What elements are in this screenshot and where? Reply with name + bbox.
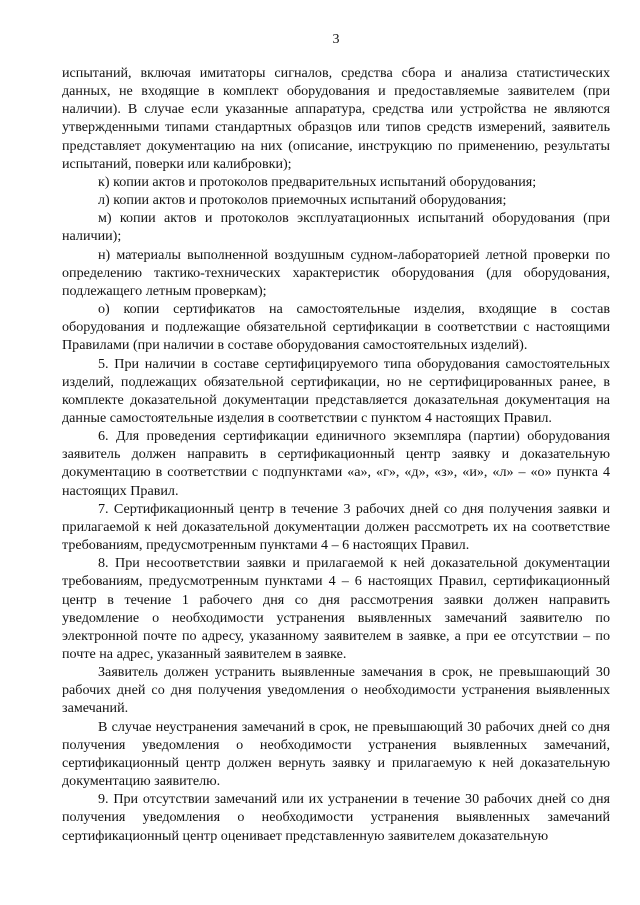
paragraph-item-6: 6. Для проведения сертификации единичного экземпляра (партии) оборудования заявитель должен направить в сертификационный центр заявку и доказательную документацию в соответствии с подпунктами «а», «г», «д», «з», «и», «л» – «о» пункта 4 настоящих Правил. <box>62 428 610 499</box>
paragraph-item-9: 9. При отсутствии замечаний или их устранении в течение 30 рабочих дней со дня получения уведомления о необходимости устранения выявленных замечаний сертификационный центр оценивает представленную заявителем доказательную <box>62 791 610 844</box>
paragraph-item-8: 8. При несоответствии заявки и прилагаемой к ней доказательной документации требованиям, предусмотренным пунктами 4 – 6 настоящих Правил, сертификационный центр в течение 1 рабочего дня со дня рассмотрения заявки должен направить уведомление о необходимости устранения выявленных замечаний заявителю по электронной почте по адресу, указанному заявителем в заявке, а при ее отсутствии – по почте на адрес, указанный заявителем в заявке. <box>62 555 610 662</box>
paragraph-item-5: 5. При наличии в составе сертифицируемого типа оборудования самостоятельных изделий, подлежащих обязательной сертификации, но не сертифицированных ранее, в комплекте доказательной документации представляется доказательная документация на данные самостоятельные изделия в соответствии с пунктом 4 настоящих Правил. <box>62 355 610 426</box>
paragraph-item-8-part-2: Заявитель должен устранить выявленные замечания в срок, не превышающий 30 рабочих дней со дня получения уведомления о необходимости устранения выявленных замечаний. <box>62 664 610 717</box>
document-body <box>62 64 610 845</box>
paragraph-subitem-o: о) копии сертификатов на самостоятельные изделия, входящие в состав оборудования и подлежащие обязательной сертификации в соответствии с настоящими Правилами (при наличии в составе оборудования самостоятельных изделий). <box>62 301 610 354</box>
page-number: 3 <box>332 32 340 47</box>
paragraph-subitem-m: м) копии актов и протоколов эксплуатационных испытаний оборудования (при наличии); <box>62 210 610 245</box>
paragraph-subitem-k: к) копии актов и протоколов предварительных испытаний оборудования; <box>98 173 537 190</box>
paragraph-continuation: испытаний, включая имитаторы сигналов, средства сбора и анализа статистических данных, не входящие в комплект оборудования и предоставляемые заявителем (при наличии). В случае если указанные аппаратура, средства или устройства не являются утвержденными типами стандартных образцов или типов средств измерений, заявитель представляет документацию на них (описание, инструкцию по применению, результаты испытаний, поверки или калибровки); <box>62 65 610 172</box>
paragraph-item-8-part-3: В случае неустранения замечаний в срок, не превышающий 30 рабочих дней со дня получения уведомления о необходимости устранения выявленных замечаний, сертификационный центр должен вернуть заявку и прилагаемую к ней доказательную документацию заявителю. <box>62 718 610 790</box>
paragraph-item-7: 7. Сертификационный центр в течение 3 рабочих дней со дня получения заявки и прилагаемой к ней доказательной документации должен рассмотреть их на соответствие требованиям, предусмотренным пунктами 4 – 6 настоящих Правил. <box>62 500 610 554</box>
paragraph-subitem-l: л) копии актов и протоколов приемочных испытаний оборудования; <box>98 192 507 209</box>
paragraph-subitem-n: н) материалы выполненной воздушным судном-лабораторией летной проверки по определению тактико-технических характеристик оборудования (для оборудования, подлежащего летным проверкам); <box>62 246 610 299</box>
